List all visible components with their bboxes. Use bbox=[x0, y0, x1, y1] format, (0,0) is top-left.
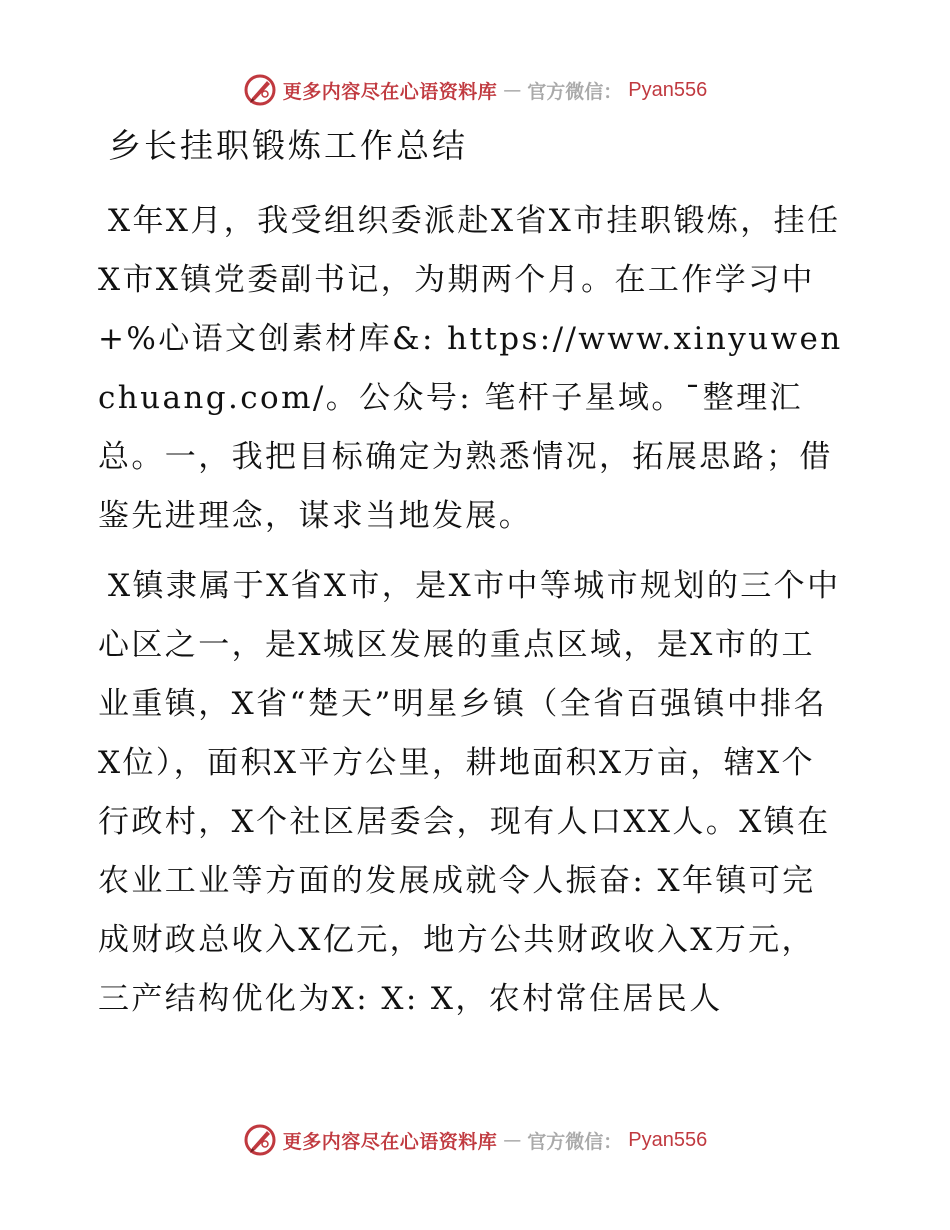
quill-pen-logo-icon bbox=[243, 73, 277, 107]
watermark-wechat-id: Pyan556 bbox=[628, 1128, 708, 1151]
watermark-group bbox=[243, 73, 708, 107]
watermark-wechat-label: 官方微信： bbox=[527, 1130, 623, 1153]
quill-pen-logo-icon bbox=[243, 1123, 277, 1157]
footer-watermark bbox=[0, 1120, 950, 1160]
watermark-text: 更多内容尽在心语资料库 bbox=[282, 1130, 498, 1153]
paragraph-1 bbox=[98, 192, 843, 546]
document-title: 乡长挂职锻炼工作总结 bbox=[108, 126, 468, 165]
paragraph-2 bbox=[98, 557, 843, 1029]
watermark-wechat-label: 官方微信： bbox=[527, 80, 623, 103]
watermark-separator: — bbox=[503, 1129, 522, 1151]
header-watermark bbox=[0, 70, 950, 110]
watermark-separator: — bbox=[503, 79, 522, 101]
watermark-text: 更多内容尽在心语资料库 bbox=[282, 80, 498, 103]
watermark-group-footer bbox=[243, 1123, 708, 1157]
paragraph-1-text: X年X月，我受组织委派赴X省X市挂职锻炼，挂任X市X镇党委副书记，为期两个月。在工作学习中+%心语文创素材库&: https://www.xinyuwenchuang.com/。公众号: 笔杆子星域。¯整理汇总。一，我把目标确定为熟悉情况，拓展思路；借鉴先进理念，谋求当地发展。 bbox=[98, 203, 843, 534]
watermark-wechat-id: Pyan556 bbox=[628, 78, 708, 101]
paragraph-2-text: X镇隶属于X省X市，是X市中等城市规划的三个中心区之一，是X城区发展的重点区域，是X市的工业重镇，X省“楚天”明星乡镇（全省百强镇中排名X位），面积X平方公里，耕地面积X万亩，辖X个行政村，X个社区居委会，现有人口XX人。X镇在农业工业等方面的发展成就令人振奋: X年镇可完成财政总收入X亿元，地方公共财政收入X万元，三产结构优化为X: X: X，农村常住居民人 bbox=[98, 568, 841, 1017]
